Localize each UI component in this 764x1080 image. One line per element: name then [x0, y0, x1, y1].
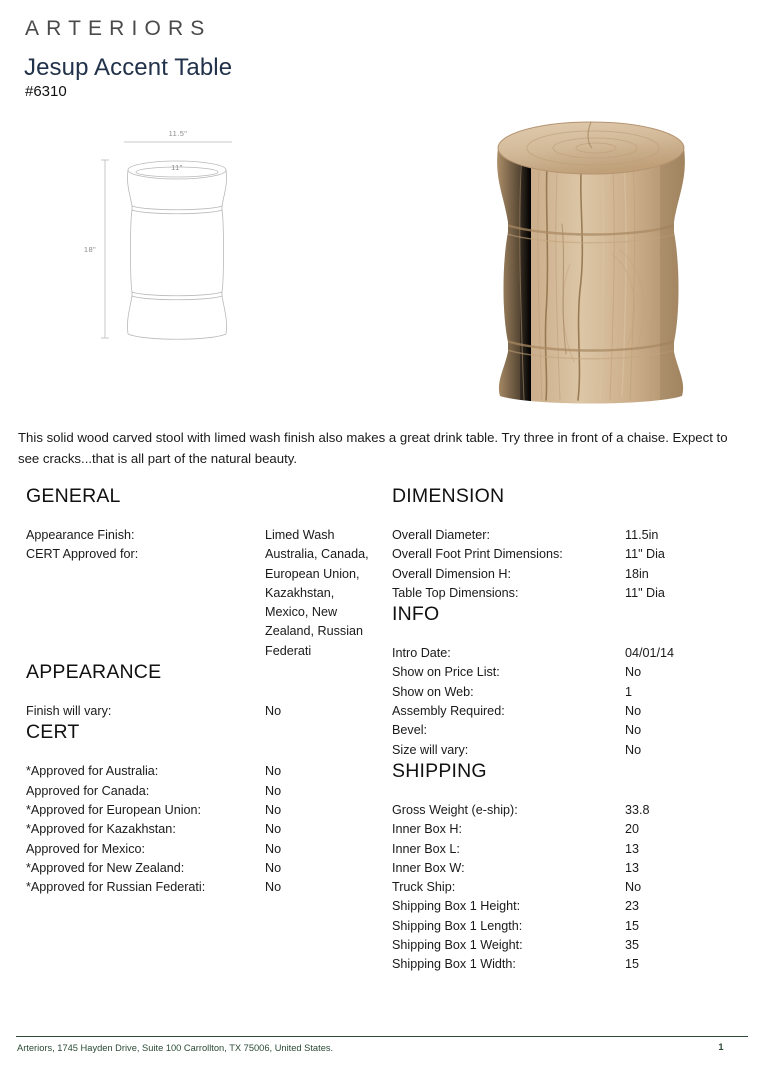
- spec-value: 1: [625, 684, 633, 699]
- spec-value: 20: [625, 822, 640, 837]
- spec-row: [392, 820, 744, 839]
- spec-label: Shipping Box 1 Length:: [392, 918, 523, 933]
- section-title-cert: CERT: [26, 721, 80, 744]
- spec-value: No: [625, 704, 642, 719]
- spec-label: *Approved for European Union:: [26, 802, 202, 817]
- spec-value: No: [265, 822, 282, 837]
- spec-value: Australia, Canada, European Union, Kazakhstan, Mexico, New Zealand, Russian Federati: [265, 547, 369, 658]
- spec-value: 04/01/14: [625, 646, 675, 661]
- spec-value: No: [625, 723, 642, 738]
- section-dimension: [392, 485, 744, 603]
- spec-row: [392, 584, 744, 603]
- spec-row: [392, 565, 744, 584]
- section-title-shipping: SHIPPING: [392, 759, 487, 782]
- spec-value: No: [265, 764, 282, 779]
- brand-wordmark: ARTERIORS: [25, 17, 212, 40]
- spec-row: [26, 545, 378, 661]
- spec-label: Finish will vary:: [26, 704, 112, 719]
- spec-row: [392, 955, 744, 974]
- spec-row: [392, 741, 744, 760]
- spec-value: No: [265, 880, 282, 895]
- spec-value: 23: [625, 899, 640, 914]
- dimension-rows: [392, 526, 744, 603]
- section-title-appearance: APPEARANCE: [26, 661, 162, 684]
- spec-row: [26, 859, 378, 878]
- spec-value: 33.8: [625, 802, 650, 817]
- spec-label: Overall Foot Print Dimensions:: [392, 547, 563, 562]
- spec-row: [392, 878, 744, 897]
- spec-row: [392, 859, 744, 878]
- spec-row: [392, 545, 744, 564]
- spec-label: Assembly Required:: [392, 704, 505, 719]
- spec-value: 11" Dia: [625, 585, 665, 600]
- spec-label: *Approved for Russian Federati:: [26, 880, 206, 895]
- right-spec-column: [392, 485, 744, 975]
- footer-address: Arteriors, 1745 Hayden Drive, Suite 100 Carrollton, TX 75006, United States.: [17, 1043, 334, 1053]
- spec-row: [392, 801, 744, 820]
- section-title-info: INFO: [392, 603, 440, 626]
- spec-row: [26, 782, 378, 801]
- spec-label: Table Top Dimensions:: [392, 585, 519, 600]
- spec-value: 13: [625, 860, 640, 875]
- section-shipping: [392, 760, 744, 975]
- spec-value: 15: [625, 918, 640, 933]
- spec-label: Shipping Box 1 Width:: [392, 957, 516, 972]
- spec-row: [392, 526, 744, 545]
- spec-label: *Approved for Kazakhstan:: [26, 822, 176, 837]
- spec-row: [392, 917, 744, 936]
- spec-value: 11.5in: [625, 528, 659, 542]
- section-general: [26, 485, 378, 661]
- spec-row: [26, 801, 378, 820]
- product-description: This solid wood carved stool with limed wash finish also makes a great drink table. Try three in front of a chaise. Expect to see cracks...that is all part of the natural beauty.: [18, 430, 728, 466]
- spec-label: Truck Ship:: [392, 880, 456, 895]
- spec-row: [26, 526, 378, 545]
- left-spec-column: [26, 485, 378, 897]
- spec-label: CERT Approved for:: [26, 547, 139, 562]
- height-dimension-label: 18": [83, 245, 97, 254]
- spec-value: No: [625, 665, 642, 680]
- spec-value: 13: [625, 841, 640, 856]
- spec-row: [392, 840, 744, 859]
- spec-value: No: [625, 742, 642, 757]
- page-number: 1: [718, 1042, 724, 1052]
- spec-label: *Approved for Australia:: [26, 764, 159, 779]
- spec-label: Overall Diameter:: [392, 528, 490, 542]
- spec-value: 15: [625, 957, 640, 972]
- spec-label: Gross Weight (e-ship):: [392, 802, 518, 817]
- spec-label: Size will vary:: [392, 742, 469, 757]
- spec-row: [392, 683, 744, 702]
- spec-label: Approved for Canada:: [26, 783, 150, 798]
- footer-divider: [16, 1036, 748, 1037]
- spec-row: [392, 897, 744, 916]
- section-info: [392, 603, 744, 760]
- spec-label: *Approved for New Zealand:: [26, 860, 185, 875]
- technical-drawing: [60, 110, 320, 360]
- spec-label: Intro Date:: [392, 646, 451, 661]
- spec-row: [26, 820, 378, 839]
- page-title: Jesup Accent Table: [24, 54, 233, 81]
- spec-label: Shipping Box 1 Weight:: [392, 938, 523, 953]
- spec-row: [392, 663, 744, 682]
- spec-value: No: [265, 802, 282, 817]
- spec-label: Inner Box L:: [392, 841, 460, 856]
- product-photo: [462, 104, 720, 404]
- spec-row: [26, 762, 378, 781]
- spec-row: [26, 702, 378, 721]
- spec-label: Show on Price List:: [392, 665, 500, 680]
- spec-row: [392, 702, 744, 721]
- spec-value: 11" Dia: [625, 547, 665, 562]
- section-appearance: [26, 661, 378, 721]
- spec-value: No: [265, 860, 282, 875]
- spec-value: No: [265, 704, 282, 719]
- spec-label: Overall Dimension H:: [392, 566, 511, 581]
- spec-row: [392, 721, 744, 740]
- top-dimension-label: 11": [171, 163, 183, 172]
- info-rows: [392, 644, 744, 760]
- cert-rows: [26, 762, 378, 897]
- width-dimension-label: 11.5": [168, 129, 188, 138]
- spec-label: Inner Box W:: [392, 860, 465, 875]
- spec-value: Limed Wash: [265, 528, 335, 542]
- section-title-dimension: DIMENSION: [392, 485, 505, 507]
- spec-value: 18in: [625, 566, 649, 581]
- spec-label: Bevel:: [392, 723, 428, 738]
- spec-row: [26, 878, 378, 897]
- spec-label: Shipping Box 1 Height:: [392, 899, 521, 914]
- spec-value: 35: [625, 938, 640, 953]
- appearance-rows: [26, 702, 378, 721]
- general-rows: [26, 526, 378, 661]
- spec-label: Show on Web:: [392, 684, 474, 699]
- spec-value: No: [265, 783, 282, 798]
- spec-value: No: [625, 880, 642, 895]
- spec-row: [392, 644, 744, 663]
- product-sku: #6310: [25, 83, 67, 100]
- spec-label: Inner Box H:: [392, 822, 462, 837]
- section-cert: [26, 721, 378, 897]
- spec-label: Appearance Finish:: [26, 528, 135, 542]
- spec-label: Approved for Mexico:: [26, 841, 145, 856]
- spec-row: [26, 840, 378, 859]
- shipping-rows: [392, 801, 744, 975]
- spec-value: No: [265, 841, 282, 856]
- section-title-general: GENERAL: [26, 485, 121, 507]
- spec-row: [392, 936, 744, 955]
